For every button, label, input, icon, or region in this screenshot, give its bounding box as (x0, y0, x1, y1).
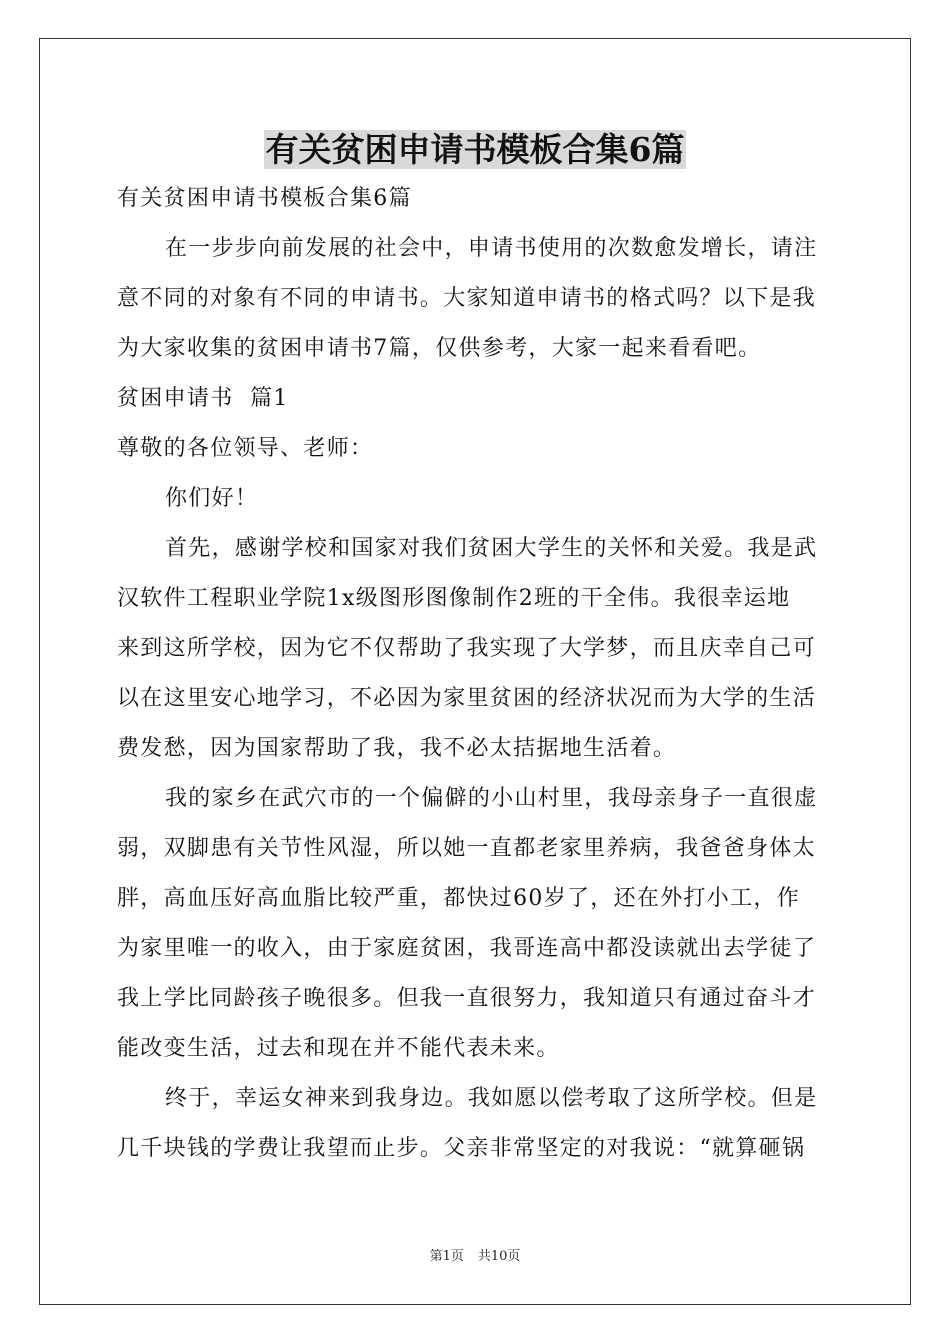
paragraph-line: 胖，高血压好高血脂比较严重，都快过60岁了，还在外打小工，作 (117, 886, 800, 911)
paragraph-line: 首先，感谢学校和国家对我们贫困大学生的关怀和关爱。我是武 (165, 536, 818, 561)
document-body (117, 174, 835, 1174)
paragraph-line: 为家里唯一的收入，由于家庭贫困，我哥连高中都没读就出去学徒了 (117, 936, 817, 961)
paragraph-line: 在一步步向前发展的社会中，申请书使用的次数愈发增长，请注 (165, 236, 818, 261)
paragraph-line: 为大家收集的贫困申请书7篇，仅供参考，大家一起来看看吧。 (117, 336, 762, 361)
page-number: 第1页 (429, 1249, 464, 1264)
paragraph-line: 费发愁，因为国家帮助了我，我不必太拮据地生活着。 (117, 736, 677, 761)
paragraph-line: 能改变生活，过去和现在并不能代表未来。 (117, 1036, 560, 1061)
document-title-text: 有关贫困申请书模板合集6篇 (265, 130, 685, 169)
paragraph-line: 意不同的对象有不同的申请书。大家知道申请书的格式吗？以下是我 (117, 286, 817, 311)
paragraph-line: 汉软件工程职业学院1x级图形图像制作2班的干全伟。我很幸运地 (117, 586, 791, 611)
document-title (0, 128, 950, 172)
paragraph-line: 我的家乡在武穴市的一个偏僻的小山村里，我母亲身子一直很虚 (165, 786, 818, 811)
page-footer (0, 1248, 950, 1266)
page-total: 共10页 (477, 1249, 521, 1264)
paragraph-line: 来到这所学校，因为它不仅帮助了我实现了大学梦，而且庆幸自己可 (117, 636, 817, 661)
salutation-line: 尊敬的各位领导、老师： (117, 436, 374, 461)
paragraph-line: 弱，双脚患有关节性风湿，所以她一直都老家里养病，我爸爸身体太 (117, 836, 817, 861)
greeting-line: 你们好！ (165, 486, 259, 511)
paragraph-line: 我上学比同龄孩子晚很多。但我一直很努力，我知道只有通过奋斗才 (117, 986, 817, 1011)
paragraph-line: 几千块钱的学费让我望而止步。父亲非常坚定的对我说：“就算砸锅 (117, 1136, 806, 1161)
section-heading: 贫困申请书 篇1 (117, 386, 289, 411)
subtitle-line: 有关贫困申请书模板合集6篇 (117, 186, 412, 211)
paragraph-line: 终于，幸运女神来到我身边。我如愿以偿考取了这所学校。但是 (165, 1086, 818, 1111)
paragraph-line: 以在这里安心地学习，不必因为家里贫困的经济状况而为大学的生活 (117, 686, 817, 711)
